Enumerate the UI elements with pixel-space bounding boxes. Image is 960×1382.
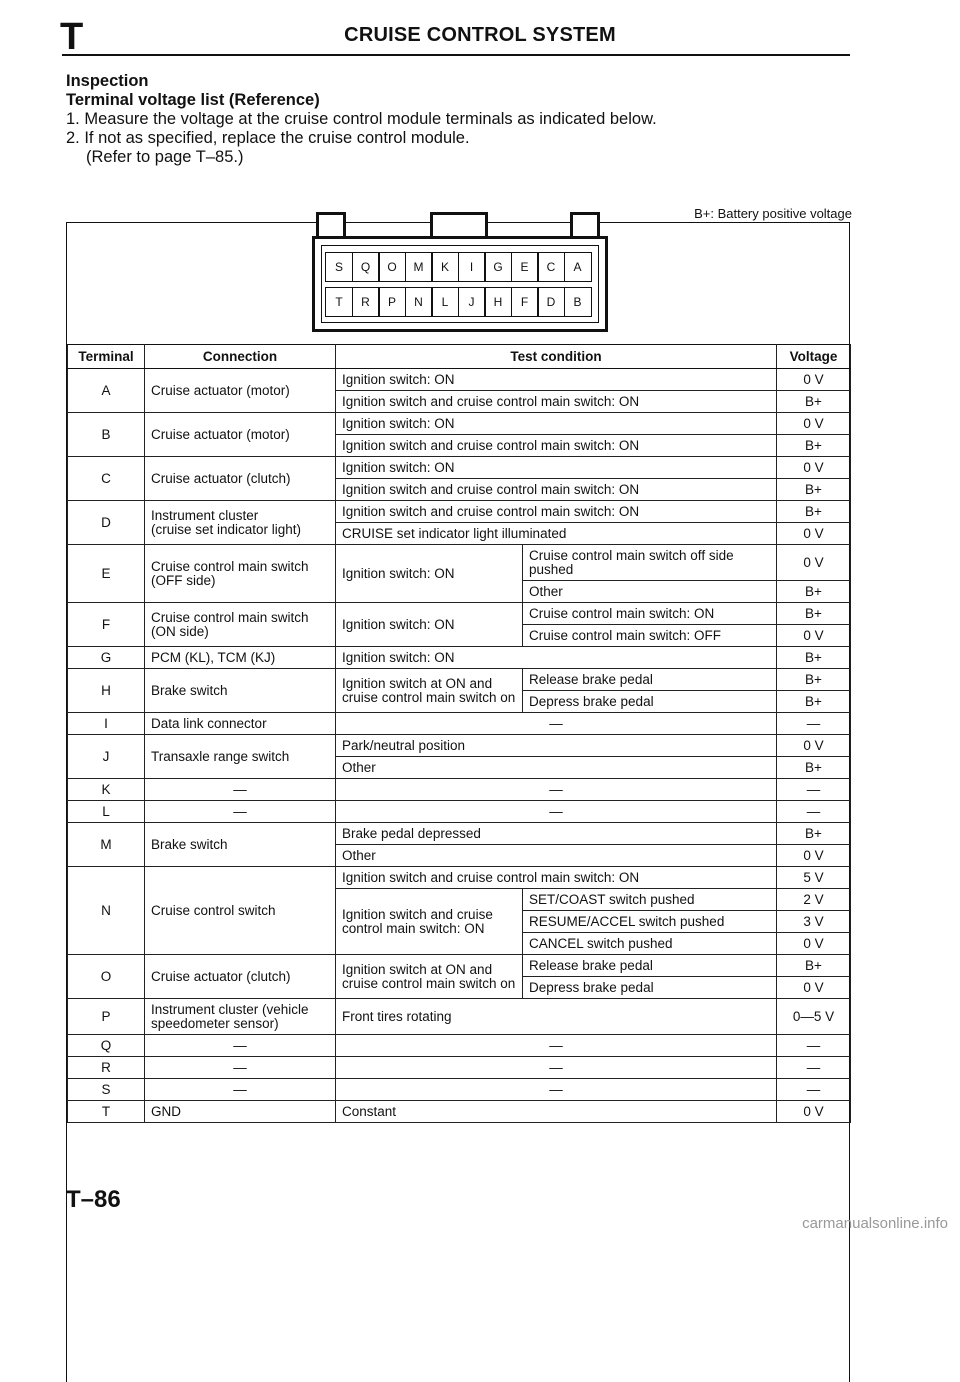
connection-cell: Cruise actuator (motor) — [145, 413, 336, 457]
page-title: CRUISE CONTROL SYSTEM — [344, 24, 616, 46]
page-number: T–86 — [66, 1186, 121, 1213]
connection-cell: Transaxle range switch — [145, 735, 336, 779]
voltage-cell: — — [777, 1057, 851, 1079]
connector-pin-d: D — [537, 287, 565, 317]
connection-line: (cruise set indicator light) — [151, 521, 302, 537]
connector-pin-l: L — [431, 287, 459, 317]
connector-pin-e: E — [511, 252, 539, 282]
condition-cell: — — [336, 713, 777, 735]
connector-pin-p: P — [378, 287, 406, 317]
title-rule — [62, 54, 850, 56]
step-1: 1. Measure the voltage at the cruise control module terminals as indicated below. — [66, 110, 657, 128]
connector-pin-f: F — [511, 287, 539, 317]
terminal-cell: K — [68, 779, 145, 801]
condition-cell: Ignition switch: ON — [336, 545, 523, 603]
connection-line: (ON side) — [151, 623, 209, 639]
condition-cell — [336, 669, 523, 713]
voltage-cell: B+ — [777, 757, 851, 779]
connection-cell — [145, 603, 336, 647]
connector-pin-m: M — [405, 252, 433, 282]
terminal-cell: B — [68, 413, 145, 457]
terminal-cell: N — [68, 867, 145, 955]
connection-line: Cruise control main switch — [151, 609, 309, 625]
sub-condition-cell: Release brake pedal — [523, 669, 777, 691]
table-row-c — [68, 457, 851, 479]
connector-pin-q: Q — [352, 252, 380, 282]
voltage-cell: B+ — [777, 391, 851, 413]
voltage-cell: 0 V — [777, 369, 851, 391]
terminal-cell: T — [68, 1101, 145, 1123]
condition-cell: Ignition switch and cruise control main switch: ON — [336, 435, 777, 457]
connector-pin-r: R — [352, 287, 380, 317]
connector-pin-g: G — [484, 252, 512, 282]
voltage-cell: 2 V — [777, 889, 851, 911]
step-2: 2. If not as specified, replace the cruise control module. — [66, 129, 470, 147]
sub-condition-cell: RESUME/ACCEL switch pushed — [523, 911, 777, 933]
condition-cell: Ignition switch: ON — [336, 369, 777, 391]
table-row-b — [68, 413, 851, 435]
condition-cell: Brake pedal depressed — [336, 823, 777, 845]
sub-condition-cell: Release brake pedal — [523, 955, 777, 977]
voltage-cell: B+ — [777, 501, 851, 523]
condition-line: Ignition switch and cruise — [342, 906, 493, 922]
connection-cell — [145, 501, 336, 545]
table-header-row — [68, 345, 851, 369]
sub-condition-cell — [523, 545, 777, 581]
connector-pin-t: T — [325, 287, 353, 317]
condition-cell: CRUISE set indicator light illuminated — [336, 523, 777, 545]
condition-line: Ignition switch at ON and — [342, 675, 493, 691]
connector-pin-s: S — [325, 252, 353, 282]
condition-cell: — — [336, 1035, 777, 1057]
voltage-cell: B+ — [777, 669, 851, 691]
section-heading: Inspection — [66, 72, 149, 90]
watermark: carmanualsonline.info — [802, 1215, 948, 1232]
table-row-n — [68, 867, 851, 889]
connector-pin-c: C — [537, 252, 565, 282]
voltage-cell: B+ — [777, 581, 851, 603]
connection-cell — [145, 545, 336, 603]
connector-right-tab — [570, 212, 600, 236]
voltage-cell: — — [777, 1079, 851, 1101]
condition-cell: Other — [336, 757, 777, 779]
voltage-cell: 0 V — [777, 413, 851, 435]
connection-cell: Cruise actuator (clutch) — [145, 457, 336, 501]
terminal-cell: O — [68, 955, 145, 999]
connection-cell: — — [145, 801, 336, 823]
table-row-t — [68, 1101, 851, 1123]
connection-cell: Cruise actuator (motor) — [145, 369, 336, 413]
condition-cell: Constant — [336, 1101, 777, 1123]
condition-cell: — — [336, 801, 777, 823]
condition-cell: Park/neutral position — [336, 735, 777, 757]
voltage-cell: 0 V — [777, 545, 851, 581]
voltage-cell: 0 V — [777, 845, 851, 867]
condition-cell: — — [336, 1079, 777, 1101]
table-row-g — [68, 647, 851, 669]
voltage-cell: — — [777, 779, 851, 801]
header-voltage: Voltage — [777, 345, 851, 369]
table-row-i — [68, 713, 851, 735]
terminal-cell: M — [68, 823, 145, 867]
condition-cell: — — [336, 1057, 777, 1079]
connection-line: Instrument cluster (vehicle — [151, 1001, 309, 1017]
condition-cell: Ignition switch and cruise control main switch: ON — [336, 501, 777, 523]
terminal-cell: Q — [68, 1035, 145, 1057]
terminal-cell: J — [68, 735, 145, 779]
voltage-cell: — — [777, 1035, 851, 1057]
connection-cell: Cruise control switch — [145, 867, 336, 955]
voltage-cell: 0 V — [777, 625, 851, 647]
table-row-e — [68, 545, 851, 581]
voltage-cell: 0 V — [777, 523, 851, 545]
header-terminal: Terminal — [68, 345, 145, 369]
connection-cell: Cruise actuator (clutch) — [145, 955, 336, 999]
table-row-m — [68, 823, 851, 845]
condition-cell: Ignition switch: ON — [336, 647, 777, 669]
sub-condition-cell: Other — [523, 581, 777, 603]
terminal-cell: P — [68, 999, 145, 1035]
connection-cell: — — [145, 779, 336, 801]
terminal-cell: C — [68, 457, 145, 501]
voltage-cell: 0 V — [777, 933, 851, 955]
intro-text — [66, 72, 657, 167]
connection-cell: GND — [145, 1101, 336, 1123]
condition-cell: Ignition switch and cruise control main switch: ON — [336, 391, 777, 413]
connection-cell: — — [145, 1057, 336, 1079]
condition-line: cruise control main switch on — [342, 975, 516, 991]
voltage-cell: 0 V — [777, 1101, 851, 1123]
header-test-condition: Test condition — [336, 345, 777, 369]
voltage-cell: 3 V — [777, 911, 851, 933]
condition-line: cruise control main switch on — [342, 689, 516, 705]
condition-cell: Other — [336, 845, 777, 867]
sub-condition-cell: Depress brake pedal — [523, 977, 777, 999]
voltage-cell: — — [777, 801, 851, 823]
connector-pin-o: O — [378, 252, 406, 282]
terminal-cell: E — [68, 545, 145, 603]
connection-line: Cruise control main switch — [151, 558, 309, 574]
table-row-d — [68, 501, 851, 523]
connector-body — [312, 236, 608, 332]
table-row-j — [68, 735, 851, 757]
connection-cell — [145, 999, 336, 1035]
terminal-cell: F — [68, 603, 145, 647]
voltage-cell: 0 V — [777, 457, 851, 479]
terminal-cell: H — [68, 669, 145, 713]
voltage-cell: B+ — [777, 955, 851, 977]
voltage-cell: B+ — [777, 647, 851, 669]
sub-condition-line: pushed — [529, 561, 574, 577]
voltage-cell: B+ — [777, 479, 851, 501]
connection-cell: Brake switch — [145, 669, 336, 713]
voltage-cell: B+ — [777, 603, 851, 625]
connector-pin-i: I — [458, 252, 486, 282]
condition-cell: — — [336, 779, 777, 801]
sub-condition-line: Cruise control main switch off side — [529, 547, 734, 563]
connection-cell: — — [145, 1079, 336, 1101]
header-connection: Connection — [145, 345, 336, 369]
terminal-cell: G — [68, 647, 145, 669]
connection-cell: — — [145, 1035, 336, 1057]
connection-cell: Data link connector — [145, 713, 336, 735]
table-row-s — [68, 1079, 851, 1101]
connection-cell: Brake switch — [145, 823, 336, 867]
connector-pin-b: B — [564, 287, 592, 317]
voltage-cell: — — [777, 713, 851, 735]
condition-line: Ignition switch at ON and — [342, 961, 493, 977]
terminal-cell: S — [68, 1079, 145, 1101]
table-row-a — [68, 369, 851, 391]
section-subheading: Terminal voltage list (Reference) — [66, 91, 320, 109]
voltage-cell: 0—5 V — [777, 999, 851, 1035]
terminal-cell: L — [68, 801, 145, 823]
table-row-r — [68, 1057, 851, 1079]
table-row-k — [68, 779, 851, 801]
condition-cell: Ignition switch: ON — [336, 413, 777, 435]
connector-diagram — [312, 212, 612, 332]
condition-cell — [336, 955, 523, 999]
table-row-l — [68, 801, 851, 823]
connector-pin-n: N — [405, 287, 433, 317]
voltage-cell: 0 V — [777, 977, 851, 999]
connector-left-tab — [316, 212, 346, 236]
voltage-cell: 5 V — [777, 867, 851, 889]
terminal-cell: A — [68, 369, 145, 413]
condition-cell: Front tires rotating — [336, 999, 777, 1035]
sub-condition-cell: Cruise control main switch: OFF — [523, 625, 777, 647]
step-2-reference: (Refer to page T–85.) — [86, 148, 244, 166]
table-row-f — [68, 603, 851, 625]
connection-line: (OFF side) — [151, 572, 216, 588]
terminal-voltage-table — [67, 344, 851, 1123]
sub-condition-cell: SET/COAST switch pushed — [523, 889, 777, 911]
connection-cell: PCM (KL), TCM (KJ) — [145, 647, 336, 669]
condition-cell: Ignition switch: ON — [336, 603, 523, 647]
condition-cell: Ignition switch and cruise control main switch: ON — [336, 479, 777, 501]
connection-line: speedometer sensor) — [151, 1015, 279, 1031]
sub-condition-cell: Cruise control main switch: ON — [523, 603, 777, 625]
voltage-cell: B+ — [777, 823, 851, 845]
voltage-cell: B+ — [777, 691, 851, 713]
condition-line: control main switch: ON — [342, 920, 485, 936]
connector-pin-h: H — [484, 287, 512, 317]
terminal-cell: D — [68, 501, 145, 545]
condition-cell: Ignition switch: ON — [336, 457, 777, 479]
table-row-h — [68, 669, 851, 691]
table-row-o — [68, 955, 851, 977]
voltage-cell: 0 V — [777, 735, 851, 757]
condition-cell: Ignition switch and cruise control main switch: ON — [336, 867, 777, 889]
terminal-cell: R — [68, 1057, 145, 1079]
connector-pin-k: K — [431, 252, 459, 282]
voltage-cell: B+ — [777, 435, 851, 457]
table-row-p — [68, 999, 851, 1035]
sub-condition-cell: CANCEL switch pushed — [523, 933, 777, 955]
connector-pin-j: J — [458, 287, 486, 317]
section-letter: T — [60, 16, 84, 58]
connector-pin-a: A — [564, 252, 592, 282]
table-row-q — [68, 1035, 851, 1057]
sub-condition-cell: Depress brake pedal — [523, 691, 777, 713]
battery-voltage-note: B+: Battery positive voltage — [694, 206, 852, 221]
connection-line: Instrument cluster — [151, 507, 259, 523]
condition-cell — [336, 889, 523, 955]
terminal-cell: I — [68, 713, 145, 735]
connector-center-tab — [430, 212, 488, 236]
